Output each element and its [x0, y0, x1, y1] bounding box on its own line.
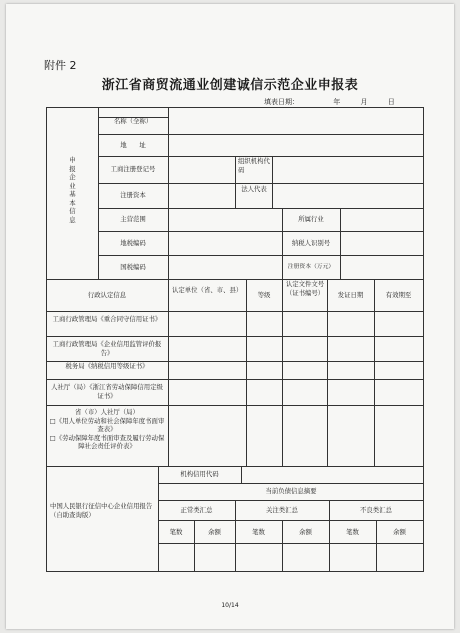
label-scope: 主营范围	[120, 215, 146, 223]
admin-row-2: 工商行政管理局《企业信用监管评价报告》	[52, 340, 162, 357]
admin-row-4: 人社厅（局）《浙江省劳动保障信用定级证书》	[51, 383, 163, 400]
attachment-label: 附件 2	[44, 59, 77, 72]
label-normal: 正常类汇总	[180, 506, 213, 514]
document-page	[6, 4, 454, 629]
label-bad: 不良类汇总	[360, 506, 392, 514]
label-reg-capital-wan: 注册资本（万元）	[287, 264, 335, 270]
header-level: 等级	[257, 291, 271, 299]
label-org-credit-code: 机构信用代码	[180, 470, 219, 478]
label-concern-count: 笔数	[252, 528, 265, 536]
header-validity: 有效期至	[385, 291, 412, 299]
fill-date-label: 填表日期：	[264, 98, 299, 106]
header-doc-no: 认定文件文号（证书编号）	[285, 280, 325, 297]
label-normal-balance: 余额	[208, 528, 221, 536]
label-name: 名称（全称）	[113, 117, 153, 125]
fill-date-year: 年	[333, 98, 341, 106]
page-number: 10/14	[221, 602, 239, 609]
label-reg-no: 工商注册登记号	[110, 165, 156, 173]
fill-date-month: 月	[360, 98, 368, 106]
label-legal-rep: 法人代表	[241, 185, 267, 193]
header-unit: 认定单位（省、市、县）	[172, 286, 243, 294]
label-concern: 关注类汇总	[266, 506, 298, 514]
header-admin-info: 行政认定信息	[87, 291, 127, 299]
label-bad-count: 笔数	[346, 528, 359, 536]
basic-info-section-label: 申报企业基本信息	[69, 156, 76, 224]
label-bad-balance: 余额	[393, 528, 406, 536]
label-national-tax: 国税编码	[120, 263, 146, 271]
label-address: 地 址	[120, 141, 146, 149]
pboc-label: 中国人民银行征信中心企业信用报告（自助查询版）	[50, 502, 153, 519]
fill-date-day: 日	[387, 98, 395, 106]
admin-row-1: 工商行政管理局《重合同守信用证书》	[52, 315, 162, 323]
page-title: 浙江省商贸流通业创建诚信示范企业申报表	[101, 78, 359, 93]
admin-row-3: 税务局《纳税信用等级证书》	[65, 362, 149, 370]
label-debt-summary: 当前负债信息摘要	[265, 487, 317, 495]
label-org-code: 组织机构代码	[238, 157, 270, 174]
label-local-tax: 地税编码	[120, 239, 146, 247]
label-taxpayer-id: 纳税人识别号	[291, 239, 331, 247]
label-normal-count: 笔数	[169, 528, 183, 536]
fill-date	[264, 97, 395, 107]
header-issue-date: 发证日期	[337, 291, 364, 299]
label-industry: 所属行业	[298, 215, 324, 223]
label-reg-capital: 注册资本	[120, 191, 146, 199]
label-concern-balance: 余额	[299, 528, 312, 536]
admin-row-5: 省（市）人社厅（局） □《用人单位劳动和社会保障年度书面审查表》 □《劳动保障年度书面审查及履行劳动保障社会责任评价表》	[49, 408, 165, 451]
